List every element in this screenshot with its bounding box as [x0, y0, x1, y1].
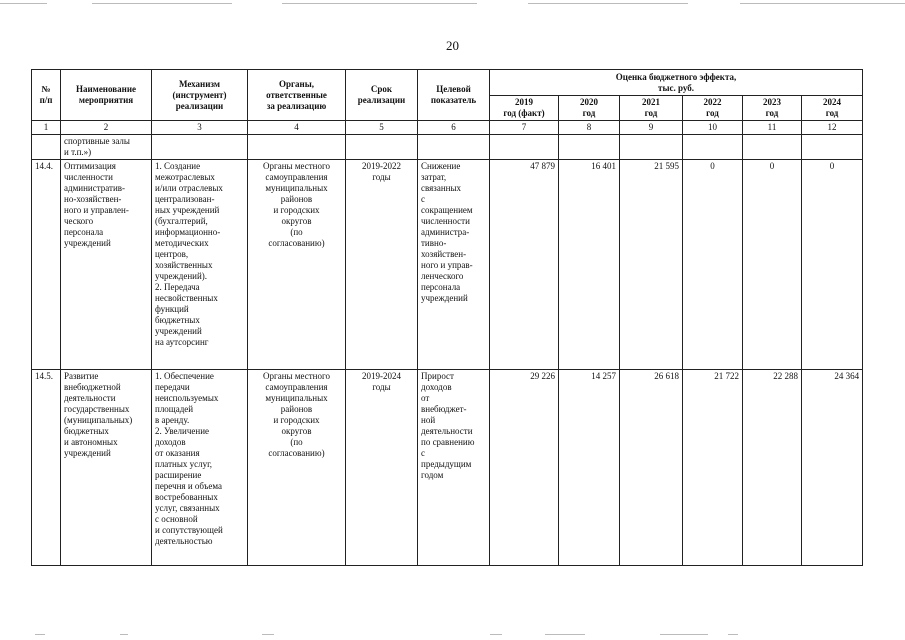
header-term: Срок реализации: [346, 70, 418, 121]
header-name: Наименование мероприятия: [61, 70, 152, 121]
header-budget-effect: Оценка бюджетного эффекта, тыс. руб.: [490, 70, 863, 96]
value-2022: 0: [683, 160, 743, 370]
column-number: 9: [620, 121, 683, 135]
target-indicator: Прирост доходов от внебюджет- ной деятельности по сравнению с предыдущим годом: [418, 370, 490, 566]
table-row: [32, 370, 863, 566]
page-number: 20: [446, 38, 459, 53]
continuation-row: [32, 135, 863, 160]
column-number: 6: [418, 121, 490, 135]
column-number: 8: [559, 121, 620, 135]
header-mechanism: Механизм (инструмент) реализации: [152, 70, 248, 121]
mechanism: 1. Обеспечение передачи неиспользуемых площадей в аренду. 2. Увеличение доходов от оказания платных услуг, расширение перечня и объема востребованных услуг, связанных с основной и сопутствующей деятельностью: [152, 370, 248, 566]
column-number: 5: [346, 121, 418, 135]
column-number: 7: [490, 121, 559, 135]
value-2023: 22 288: [743, 370, 802, 566]
term: 2019-2024 годы: [346, 370, 418, 566]
column-numbers-row: [32, 121, 863, 135]
table-row: [32, 160, 863, 370]
value-2022: 21 722: [683, 370, 743, 566]
measure-name: Развитие внебюджетной деятельности государственных (муниципальных) бюджетных и автономных учреждений: [61, 370, 152, 566]
column-number: 4: [248, 121, 346, 135]
column-number: 12: [802, 121, 863, 135]
header-target: Целевой показатель: [418, 70, 490, 121]
header-year-2022: 2022 год: [683, 96, 743, 121]
column-number: 10: [683, 121, 743, 135]
header-year-2020: 2020 год: [559, 96, 620, 121]
header-responsible-bodies: Органы, ответственные за реализацию: [248, 70, 346, 121]
value-2021: 21 595: [620, 160, 683, 370]
value-2020: 14 257: [559, 370, 620, 566]
responsible-bodies: Органы местного самоуправления муниципальных районов и городских округов (по согласованию): [248, 160, 346, 370]
header-year-2024: 2024 год: [802, 96, 863, 121]
target-indicator: Снижение затрат, связанных с сокращением численности администра- тивно- хозяйствен- ного и управ- ленческого персонала учреждений: [418, 160, 490, 370]
column-number: 2: [61, 121, 152, 135]
value-2024: 24 364: [802, 370, 863, 566]
value-2023: 0: [743, 160, 802, 370]
header-year-2019: 2019 год (факт): [490, 96, 559, 121]
value-2024: 0: [802, 160, 863, 370]
column-number: 11: [743, 121, 802, 135]
budget-effect-table: [31, 69, 863, 566]
responsible-bodies: Органы местного самоуправления муниципальных районов и городских округов (по согласованию): [248, 370, 346, 566]
value-2020: 16 401: [559, 160, 620, 370]
measure-name: Оптимизация численности административ- но-хозяйствен- ного и управлен- ческого персонала учреждений: [61, 160, 152, 370]
value-2019: 29 226: [490, 370, 559, 566]
header-year-2021: 2021 год: [620, 96, 683, 121]
column-number: 1: [32, 121, 61, 135]
header-year-2023: 2023 год: [743, 96, 802, 121]
row-number: 14.4.: [32, 160, 61, 370]
row-number: 14.5.: [32, 370, 61, 566]
value-2019: 47 879: [490, 160, 559, 370]
value-2021: 26 618: [620, 370, 683, 566]
mechanism: 1. Создание межотраслевых и/или отраслевых централизован- ных учреждений (бухгалтерий, информационно- методических центров, хозяйственных учреждений). 2. Передача несвойственных функций бюджетных учреждений на аутсорсинг: [152, 160, 248, 370]
column-number: 3: [152, 121, 248, 135]
continuation-text: спортивные залы и т.п.»): [61, 135, 152, 160]
term: 2019-2022 годы: [346, 160, 418, 370]
header-number: № п/п: [32, 70, 61, 121]
